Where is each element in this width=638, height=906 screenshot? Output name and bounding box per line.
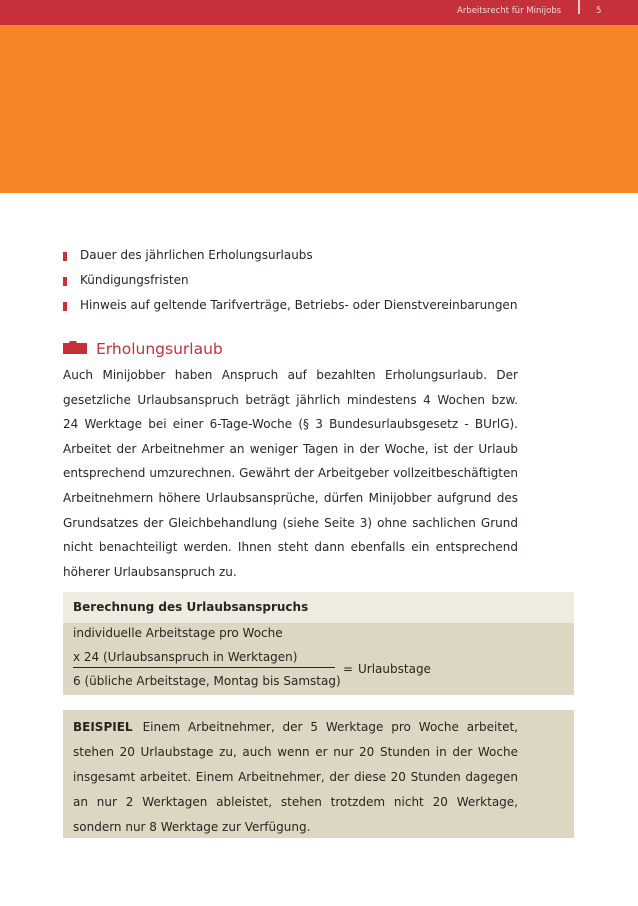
list-item-text: Kündigungsfristen bbox=[80, 273, 189, 287]
example-body: Einem Arbeitnehmer, der 5 Werktage pro Woche arbeitet, stehen 20 Urlaubstage zu, auch wenn er nur 20 Stunden in der Woche insgesamt arbeitet. Einem Arbeitnehmer, der diese 20 Stunden dagegen an nur 2 Werktagen ableistet, stehen trotzdem nicht 20 Werktage, sondern nur 8 Werktage zur Verfügung. bbox=[73, 720, 518, 834]
list-item bbox=[63, 247, 517, 272]
list-item bbox=[63, 272, 517, 297]
bullet-icon bbox=[63, 252, 67, 261]
page-number: 5 bbox=[596, 6, 602, 16]
body-paragraph: Auch Minijobber haben Anspruch auf bezahlten Erholungsurlaub. Der gesetzliche Urlaubsanspruch beträgt jährlich mindestens 4 Wochen bzw. 24 Werktage bei einer 6-Tage-Woche (§ 3 Bundesurlaubsgesetz - BUrlG). Arbeitet der Arbeitnehmer an weniger Tagen in der Woche, ist der Urlaub entsprechend umzurechnen. Gewährt der Arbeitgeber vollzeitbeschäftigten Arbeitnehmern höhere Urlaubsansprüche, dürfen Minijobber aufgrund des Grundsatzes der Gleichbehandlung (siehe Seite 3) ohne sachlichen Grund nicht benachteiligt werden. Ihnen steht dann ebenfalls ein entsprechend höherer Urlaubsanspruch zu. bbox=[63, 368, 518, 579]
example-text bbox=[73, 715, 518, 840]
list-item-text: Dauer des jährlichen Erholungsurlaubs bbox=[80, 248, 313, 262]
bullet-icon bbox=[63, 302, 67, 311]
formula-denominator: 6 (übliche Arbeitstage, Montag bis Samstag) bbox=[73, 674, 341, 688]
running-title: Arbeitsrecht für Minijobs bbox=[457, 6, 562, 16]
list-item bbox=[63, 297, 517, 322]
equals-sign: = bbox=[343, 662, 354, 676]
bullet-list bbox=[63, 247, 517, 322]
list-item-text: Hinweis auf geltende Tarifverträge, Betriebs- oder Dienstvereinbarungen bbox=[80, 298, 518, 312]
example-label: BEISPIEL bbox=[73, 720, 133, 734]
calculation-box bbox=[63, 592, 574, 695]
formula-line-1: individuelle Arbeitstage pro Woche bbox=[73, 626, 283, 640]
section-title: Erholungsurlaub bbox=[96, 340, 223, 358]
calculation-title: Berechnung des Urlaubsanspruchs bbox=[73, 600, 309, 614]
header-divider bbox=[578, 0, 580, 14]
formula-result: Urlaubstage bbox=[358, 662, 431, 676]
fraction-rule bbox=[73, 667, 335, 668]
example-box bbox=[63, 710, 574, 838]
folder-icon bbox=[63, 341, 87, 354]
hero-banner bbox=[0, 25, 638, 193]
formula-line-2: x 24 (Urlaubsanspruch in Werktagen) bbox=[73, 650, 298, 664]
bullet-icon bbox=[63, 277, 67, 286]
